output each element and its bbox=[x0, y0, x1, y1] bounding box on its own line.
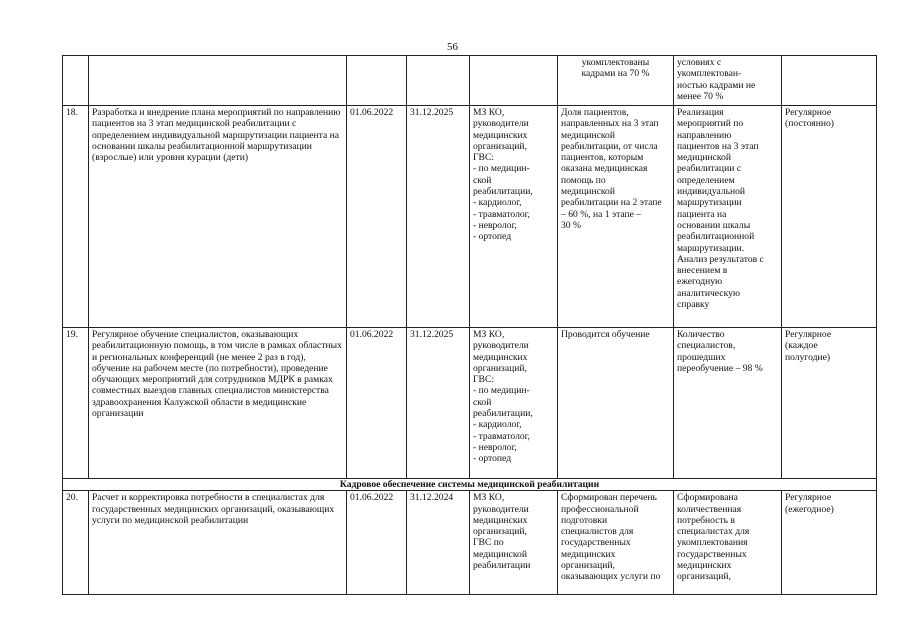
cell-empty bbox=[470, 56, 558, 106]
plan-table bbox=[62, 55, 877, 595]
cell-end-date: 31.12.2025 bbox=[407, 106, 470, 328]
cell-end-date: 31.12.2025 bbox=[407, 328, 470, 479]
cell-start-date: 01.06.2022 bbox=[347, 328, 407, 479]
cell-empty bbox=[782, 56, 877, 106]
cell-empty bbox=[89, 56, 347, 106]
cell-frequency: Регулярное (постоянно) bbox=[782, 106, 877, 328]
cell-responsible: МЗ КО, руководители медицинских организаций, ГВС: - по медицин- ской реабилитации, - кардиолог, - травматолог, - невролог, - ортопед bbox=[470, 328, 558, 479]
page-number: 56 bbox=[447, 41, 458, 53]
cell-result: Сформирована количественная потребность в специалистах для укомплектования государственных медицинских организаций, bbox=[674, 491, 782, 595]
cell-result: условиях с укомплектован- ностью кадрами не менее 70 % bbox=[674, 56, 782, 106]
cell-frequency: Регулярное (ежегодное) bbox=[782, 491, 877, 595]
cell-empty bbox=[407, 56, 470, 106]
cell-result: Реализация мероприятий по направлению пациентов на 3 этап медицинской реабилитации с определением индивидуальной маршрутизации пациента на основании шкалы реабилитационной маршрутизации. Анализ результатов с внесением в ежегодную аналитическую справку bbox=[674, 106, 782, 328]
cell-start-date: 01.06.2022 bbox=[347, 491, 407, 595]
cell-task: Регулярное обучение специалистов, оказывающих реабилитационную помощь, в том числе в рамках областных и региональных конференций (не менее 2 раз в год), обучение на рабочем месте (по потребности), проведение обучающих мероприятий для сотрудников МДРК в рамках совместных выездов главных специалистов министерства здравоохранения Калужской области в медицинские организации bbox=[89, 328, 347, 479]
cell-responsible: МЗ КО, руководители медицинских организаций, ГВС: - по медицин- ской реабилитации, - кардиолог, - травматолог, - невролог, - ортопед bbox=[470, 106, 558, 328]
cell-result: Количество специалистов, прошедших переобучение – 98 % bbox=[674, 328, 782, 479]
section-header-row bbox=[63, 479, 877, 491]
cell-empty bbox=[347, 56, 407, 106]
cell-task: Расчет и корректировка потребности в специалистах для государственных медицинских организаций, оказывающих услуги по медицинской реабилитации bbox=[89, 491, 347, 595]
cell-task: Разработка и внедрение плана мероприятий по направлению пациентов на 3 этап медицинской реабилитации с определением индивидуальной маршрутизации пациента на основании шкалы реабилитационной маршрутизации (взрослые) или уровня курации (дети) bbox=[89, 106, 347, 328]
table-row-continued bbox=[63, 56, 877, 106]
section-title: Кадровое обеспечение системы медицинской реабилитации bbox=[63, 479, 877, 491]
cell-empty bbox=[63, 56, 89, 106]
cell-indicator: Сформирован перечень профессиональной подготовки специалистов для государственных медицинских организаций, оказывающих услуги по bbox=[558, 491, 674, 595]
cell-indicator: Доля пациентов, направленных на 3 этап медицинской реабилитации, от числа пациентов, которым оказана медицинская помощь по медицинской реабилитации на 2 этапе – 60 %, на 1 этапе – 30 % bbox=[558, 106, 674, 328]
cell-frequency: Регулярное (каждое полугодие) bbox=[782, 328, 877, 479]
cell-num: 18. bbox=[63, 106, 89, 328]
cell-indicator: укомплектованы кадрами на 70 % bbox=[558, 56, 674, 106]
cell-num: 20. bbox=[63, 491, 89, 595]
cell-start-date: 01.06.2022 bbox=[347, 106, 407, 328]
cell-end-date: 31.12.2024 bbox=[407, 491, 470, 595]
table-row bbox=[63, 491, 877, 595]
cell-indicator: Проводится обучение bbox=[558, 328, 674, 479]
cell-responsible: МЗ КО, руководители медицинских организаций, ГВС по медицинской реабилитации bbox=[470, 491, 558, 595]
table-row bbox=[63, 106, 877, 328]
table-row bbox=[63, 328, 877, 479]
cell-num: 19. bbox=[63, 328, 89, 479]
